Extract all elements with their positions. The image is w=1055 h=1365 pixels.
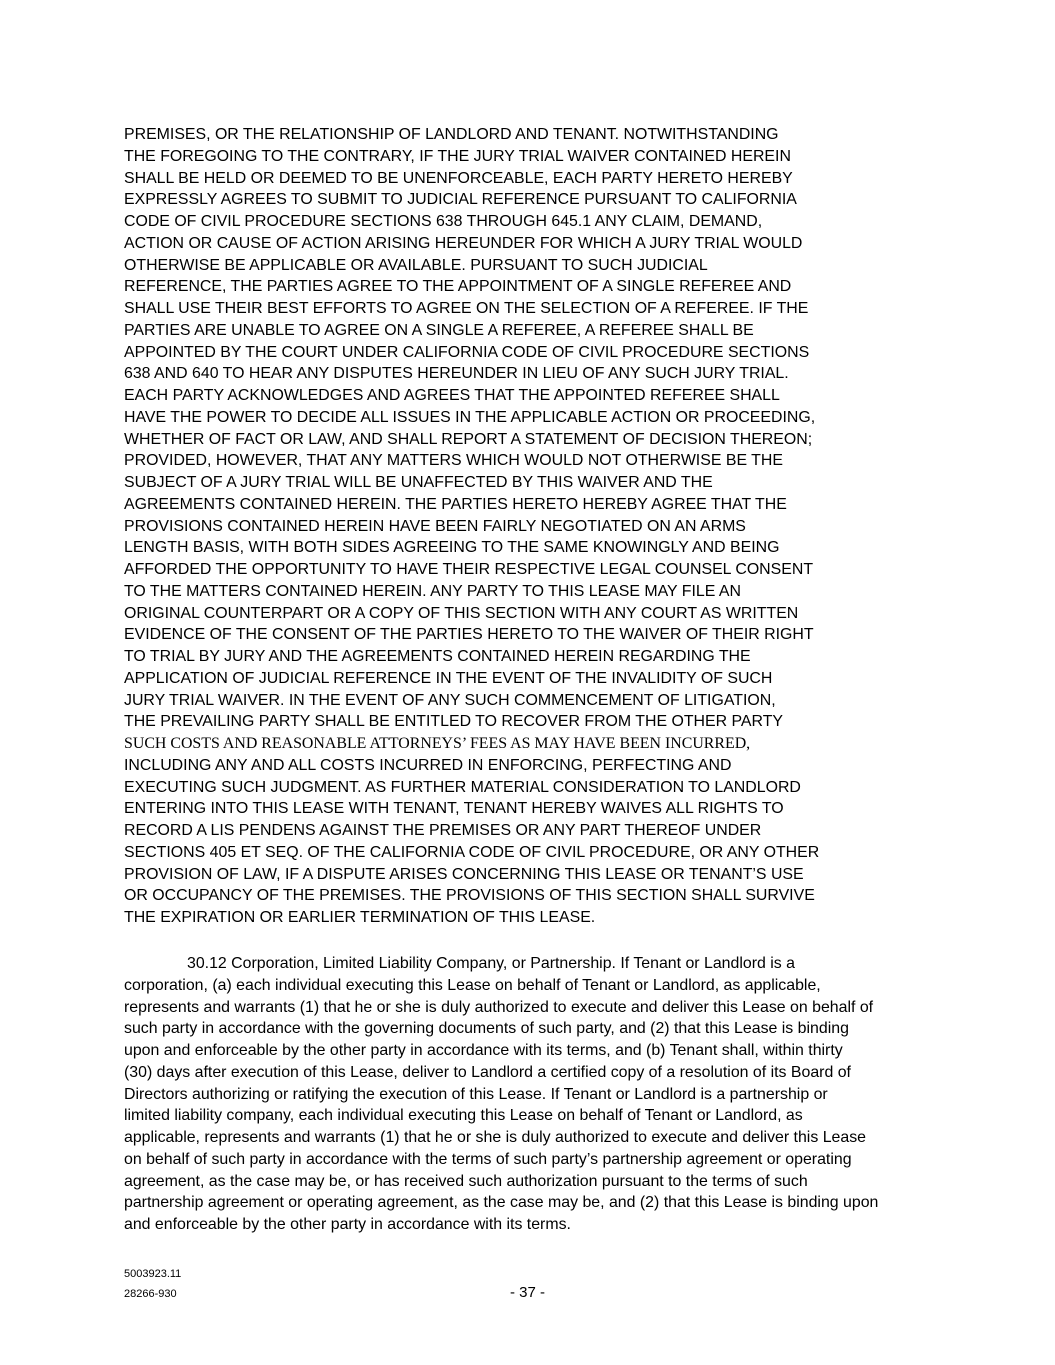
caps-line: HAVE THE POWER TO DECIDE ALL ISSUES IN THE APPLICABLE ACTION OR PROCEEDING, bbox=[124, 408, 816, 426]
caps-line: 638 AND 640 TO HEAR ANY DISPUTES HEREUNDER IN LIEU OF ANY SUCH JURY TRIAL. bbox=[124, 365, 789, 383]
caps-line: ACTION OR CAUSE OF ACTION ARISING HEREUNDER FOR WHICH A JURY TRIAL WOULD bbox=[124, 234, 803, 252]
caps-line: PROVISIONS CONTAINED HEREIN HAVE BEEN FAIRLY NEGOTIATED ON AN ARMS bbox=[124, 517, 746, 535]
caps-line: THE FOREGOING TO THE CONTRARY, IF THE JURY TRIAL WAIVER CONTAINED HEREIN bbox=[124, 147, 791, 165]
section-heading-line: 30.12 Corporation, Limited Liability Company, or Partnership. If Tenant or Landlord is a bbox=[187, 955, 796, 972]
body-line: applicable, represents and warrants (1) that he or she is duly authorized to execute and deliver this Lease bbox=[124, 1129, 866, 1146]
caps-line: LENGTH BASIS, WITH BOTH SIDES AGREEING TO THE SAME KNOWINGLY AND BEING bbox=[124, 539, 780, 557]
caps-line: JURY TRIAL WAIVER. IN THE EVENT OF ANY SUCH COMMENCEMENT OF LITIGATION, bbox=[124, 691, 776, 709]
caps-line: CODE OF CIVIL PROCEDURE SECTIONS 638 THROUGH 645.1 ANY CLAIM, DEMAND, bbox=[124, 213, 763, 230]
caps-line: PARTIES ARE UNABLE TO AGREE ON A SINGLE A REFEREE, A REFEREE SHALL BE bbox=[124, 321, 754, 339]
body-line: such party in accordance with the governing documents of such party, and (2) that this Lease is binding bbox=[124, 1020, 849, 1038]
caps-line: THE EXPIRATION OR EARLIER TERMINATION OF THIS LEASE. bbox=[124, 909, 596, 926]
caps-line: SECTIONS 405 ET SEQ. OF THE CALIFORNIA CODE OF CIVIL PROCEDURE, OR ANY OTHER bbox=[124, 843, 820, 861]
caps-line: INCLUDING ANY AND ALL COSTS INCURRED IN ENFORCING, PERFECTING AND bbox=[124, 756, 732, 774]
caps-line: PROVIDED, HOWEVER, THAT ANY MATTERS WHICH WOULD NOT OTHERWISE BE THE bbox=[124, 452, 783, 470]
caps-line: AFFORDED THE OPPORTUNITY TO HAVE THEIR RESPECTIVE LEGAL COUNSEL CONSENT bbox=[124, 561, 814, 578]
body-line: corporation, (a) each individual executing this Lease on behalf of Tenant or Landlord, as applicable, bbox=[124, 976, 821, 994]
section-30-12-paragraph bbox=[124, 953, 932, 1236]
caps-line: EXPRESSLY AGREES TO SUBMIT TO JUDICIAL REFERENCE PURSUANT TO CALIFORNIA bbox=[124, 191, 797, 209]
page-number: - 37 - bbox=[509, 1284, 545, 1301]
caps-line: PREMISES, OR THE RELATIONSHIP OF LANDLORD AND TENANT. NOTWITHSTANDING bbox=[124, 126, 779, 143]
footer-client-matter: 28266-930 bbox=[124, 1288, 177, 1300]
caps-line: SUBJECT OF A JURY TRIAL WILL BE UNAFFECTED BY THIS WAIVER AND THE bbox=[124, 474, 713, 491]
caps-line: ENTERING INTO THIS LEASE WITH TENANT, TENANT HEREBY WAIVES ALL RIGHTS TO bbox=[124, 800, 784, 818]
caps-line: SUCH COSTS AND REASONABLE ATTORNEYS’ FEES AS MAY HAVE BEEN INCURRED, bbox=[124, 735, 751, 752]
footer-doc-number: 5003923.11 bbox=[124, 1268, 182, 1280]
caps-line: TO THE MATTERS CONTAINED HEREIN. ANY PARTY TO THIS LEASE MAY FILE AN bbox=[124, 582, 741, 600]
body-line: (30) days after execution of this Lease, deliver to Landlord a certified copy of a resolution of its Board of bbox=[124, 1063, 851, 1081]
caps-line: AGREEMENTS CONTAINED HEREIN. THE PARTIES HERETO HEREBY AGREE THAT THE bbox=[124, 495, 787, 513]
caps-line: THE PREVAILING PARTY SHALL BE ENTITLED TO RECOVER FROM THE OTHER PARTY bbox=[124, 713, 784, 731]
body-line: limited liability company, each individual executing this Lease on behalf of Tenant or Landlord, as bbox=[124, 1107, 803, 1125]
caps-line: ORIGINAL COUNTERPART OR A COPY OF THIS SECTION WITH ANY COURT AS WRITTEN bbox=[124, 604, 799, 622]
body-line: and enforceable by the other party in accordance with its terms. bbox=[124, 1216, 571, 1233]
caps-line: OR OCCUPANCY OF THE PREMISES. THE PROVISIONS OF THIS SECTION SHALL SURVIVE bbox=[124, 887, 815, 905]
caps-line: APPOINTED BY THE COURT UNDER CALIFORNIA CODE OF CIVIL PROCEDURE SECTIONS bbox=[124, 343, 810, 361]
body-line: Directors authorizing or ratifying the execution of this Lease. If Tenant or Landlord is a partnership or bbox=[124, 1085, 828, 1103]
jury-waiver-caps-paragraph bbox=[124, 124, 932, 929]
caps-line: RECORD A LIS PENDENS AGAINST THE PREMISES OR ANY PART THEREOF UNDER bbox=[124, 822, 762, 839]
body-line: agreement, as the case may be, or has received such authorization pursuant to the terms of such bbox=[124, 1172, 808, 1190]
caps-line: EACH PARTY ACKNOWLEDGES AND AGREES THAT THE APPOINTED REFEREE SHALL bbox=[124, 387, 780, 404]
caps-line: TO TRIAL BY JURY AND THE AGREEMENTS CONTAINED HEREIN REGARDING THE bbox=[124, 648, 751, 665]
caps-line: SHALL USE THEIR BEST EFFORTS TO AGREE ON THE SELECTION OF A REFEREE. IF THE bbox=[124, 300, 809, 317]
caps-line: EXECUTING SUCH JUDGMENT. AS FURTHER MATERIAL CONSIDERATION TO LANDLORD bbox=[124, 778, 801, 796]
body-line: on behalf of such party in accordance with the terms of such party’s partnership agreement or operating bbox=[124, 1150, 852, 1168]
caps-line: OTHERWISE BE APPLICABLE OR AVAILABLE. PURSUANT TO SUCH JUDICIAL bbox=[124, 256, 708, 274]
caps-line: APPLICATION OF JUDICIAL REFERENCE IN THE EVENT OF THE INVALIDITY OF SUCH bbox=[124, 669, 773, 687]
caps-line: SHALL BE HELD OR DEEMED TO BE UNENFORCEABLE, EACH PARTY HERETO HEREBY bbox=[124, 169, 793, 187]
body-line: partnership agreement or operating agreement, as the case may be, and (2) that this Lease is binding upon bbox=[124, 1194, 879, 1212]
body-line: upon and enforceable by the other party in accordance with its terms, and (b) Tenant shall, within thirty bbox=[124, 1042, 843, 1059]
caps-line: WHETHER OF FACT OR LAW, AND SHALL REPORT A STATEMENT OF DECISION THEREON; bbox=[124, 430, 813, 448]
caps-line: REFERENCE, THE PARTIES AGREE TO THE APPOINTMENT OF A SINGLE REFEREE AND bbox=[124, 278, 792, 296]
caps-line: EVIDENCE OF THE CONSENT OF THE PARTIES HERETO TO THE WAIVER OF THEIR RIGHT bbox=[124, 626, 814, 644]
body-line: represents and warrants (1) that he or she is duly authorized to execute and deliver this Lease on behalf of bbox=[124, 998, 874, 1016]
caps-line: PROVISION OF LAW, IF A DISPUTE ARISES CONCERNING THIS LEASE OR TENANT’S USE bbox=[124, 865, 804, 883]
